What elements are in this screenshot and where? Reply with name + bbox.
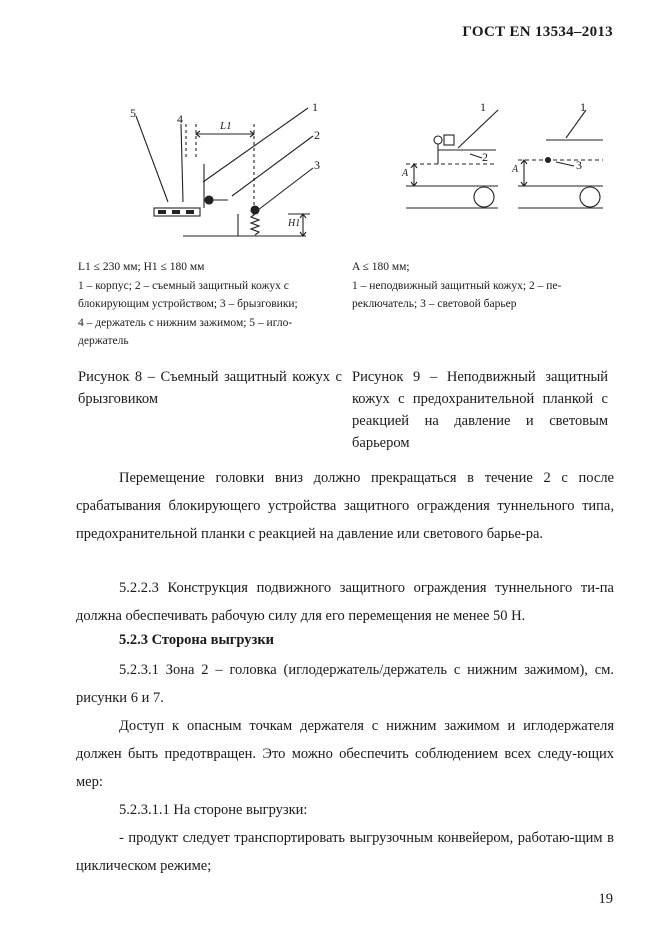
figure-8-callout-2: 2 bbox=[314, 128, 320, 142]
paragraph-5-2-3-1-1: 5.2.3.1.1 На стороне выгрузки: bbox=[119, 802, 308, 818]
figure-9-caption: Рисунок 9 – Неподвижный защитный кожух с предохранительной планкой с реакцией на давление и световым барьером bbox=[352, 369, 608, 451]
figure-9-callout-1-right: 1 bbox=[580, 100, 586, 114]
figure-8-drawing bbox=[128, 100, 328, 250]
paragraph-conveyor: - продукт следует транспортировать выгрузочным конвейером, работаю-щим в циклическом режиме; bbox=[76, 830, 614, 874]
figure-8-callout-1: 1 bbox=[312, 100, 318, 114]
page-number: 19 bbox=[598, 891, 613, 907]
paragraph-5-2-2-3: 5.2.2.3 Конструкция подвижного защитного ограждения туннельного ти-па должна обеспечивать рабочую силу для его перемещения не менее 50 Н. bbox=[76, 580, 614, 624]
figure-9-legend-line: 1 – неподвижный защитный кожух; 2 – пе- bbox=[352, 279, 562, 292]
figure-8-legend-line: 1 – корпус; 2 – съемный защитный кожух с bbox=[78, 279, 289, 292]
paragraph-stop-delay: Перемещение головки вниз должно прекращаться в течение 2 с после срабатывания блокирующего устройства защитного ограждения туннельного типа, предохранительной планки с реакцией на давление или светового барье-ра. bbox=[76, 470, 614, 542]
figure-9-legend bbox=[352, 258, 614, 314]
paragraph-5-2-3-1: 5.2.3.1 Зона 2 – головка (иглодержатель/держатель с нижним зажимом), см. рисунки 6 и 7. bbox=[76, 662, 614, 706]
figure-9-dim-a-left: A bbox=[402, 168, 409, 179]
figure-8-legend-line: блокирующим устройством; 3 – брызговики; bbox=[78, 298, 298, 310]
figure-9-callout-3: 3 bbox=[576, 158, 582, 172]
figure-9-legend-line: реключатель; 3 – световой барьер bbox=[352, 298, 517, 310]
figure-8-legend-line: держатель bbox=[78, 335, 129, 347]
paragraph-access: Доступ к опасным точкам держателя с нижним зажимом и иглодержателя должен быть предотвращен. Это можно обеспечить соблюдением всех следу-ющих мер: bbox=[76, 718, 614, 790]
figure-8-legend-line: 4 – держатель с нижним зажимом; 5 – игло- bbox=[78, 316, 293, 329]
figure-8-dim-h1: H1 bbox=[288, 218, 301, 229]
figure-8-legend bbox=[78, 258, 342, 351]
figure-8-callout-5: 5 bbox=[130, 106, 136, 120]
section-heading-5-2-3: 5.2.3 Сторона выгрузки bbox=[119, 632, 275, 648]
figure-9-callout-1-left: 1 bbox=[480, 100, 486, 114]
figure-8-caption: Рисунок 8 – Съемный защитный кожух с брызговиком bbox=[78, 369, 342, 407]
figure-9-limits: A ≤ 180 мм; bbox=[352, 261, 410, 273]
figure-8-limits: L1 ≤ 230 мм; H1 ≤ 180 мм bbox=[78, 261, 205, 273]
figure-8-callout-3: 3 bbox=[314, 158, 320, 172]
figure-8-callout-4: 4 bbox=[177, 112, 183, 126]
standard-header: ГОСТ EN 13534–2013 bbox=[462, 24, 613, 40]
figure-9-drawing bbox=[398, 100, 618, 215]
figure-8-dim-l1: L1 bbox=[220, 120, 232, 132]
figure-9-dim-a-right: A bbox=[512, 164, 519, 175]
figure-9-callout-2: 2 bbox=[482, 150, 488, 164]
